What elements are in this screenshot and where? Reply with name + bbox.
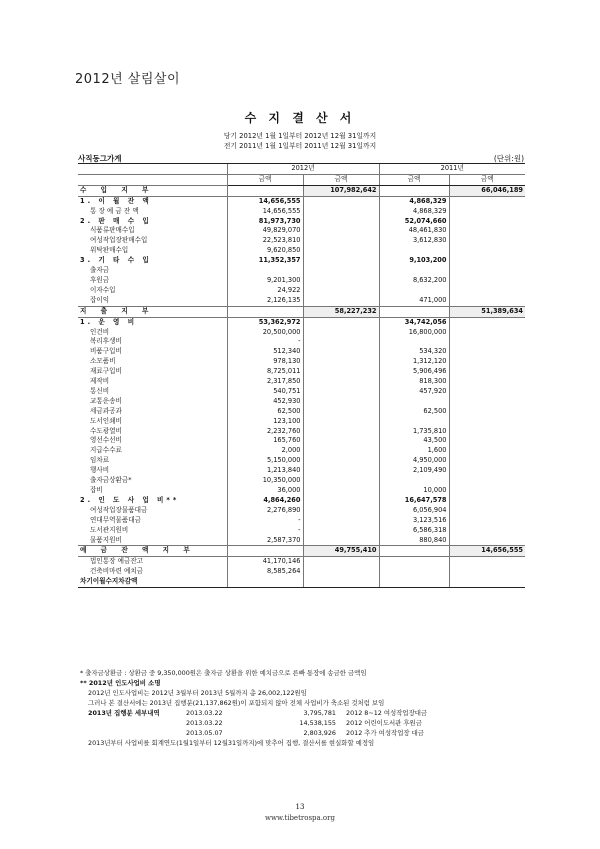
amount-2011-detail: 6,056,904 <box>379 506 449 516</box>
amount-2011-total <box>449 266 525 276</box>
table-row <box>78 577 525 587</box>
amount-2012-total <box>303 427 379 437</box>
amount-2011-total <box>449 256 525 266</box>
amount-2011-detail: 1,735,810 <box>379 427 449 437</box>
amount-2012-detail: 2,232,760 <box>227 427 303 437</box>
statement-title: 수 지 결 산 서 <box>244 111 356 125</box>
amount-2011-total <box>449 217 525 227</box>
note-india-project-explanation: 그러나 본 결산서에는 2013년 집행분(21,137,862원)이 포함되지 않아 전체 사업비가 축소된 것처럼 보임 <box>88 699 385 707</box>
row-label: 지 출 지 부 <box>78 306 227 317</box>
note-capital-repayment: * 출자금상환금 : 상환금 중 9,350,000원은 출자금 상환을 위한 예치금으로 른빠 통장에 송금한 금액임 <box>80 669 367 677</box>
row-label: 3. 기 타 수 입 <box>80 256 152 265</box>
table-row <box>78 486 525 496</box>
note-india-project-title: ** 2012년 인도사업비 소명 <box>80 679 161 687</box>
amount-2012-total <box>303 296 379 306</box>
table-row <box>78 476 525 486</box>
amount-2012-detail: 2,276,890 <box>227 506 303 516</box>
table-row <box>78 557 525 567</box>
amount-2011-detail: 471,000 <box>379 296 449 306</box>
table-row <box>78 306 525 317</box>
table-row <box>78 526 525 536</box>
amount-2012-total <box>303 377 379 387</box>
amount-2011-detail <box>379 476 449 486</box>
amount-2012-detail: 4,864,260 <box>227 496 303 506</box>
amount-2011-detail: 48,461,830 <box>379 226 449 236</box>
row-label: 수 입 지 부 <box>78 185 227 196</box>
row-label: 예 금 잔 액 지 부 <box>78 546 227 557</box>
amount-2012-total: 49,755,410 <box>303 546 379 557</box>
amount-2011-detail: 457,920 <box>379 387 449 397</box>
amount-2012-total <box>303 557 379 567</box>
amount-2011-total <box>449 357 525 367</box>
amount-2012-detail: 22,523,810 <box>227 236 303 246</box>
row-label: 비품구입비 <box>90 347 122 356</box>
amount-2012-detail: 5,150,000 <box>227 456 303 466</box>
amount-2012-total <box>303 496 379 506</box>
amount-2012-detail: 2,317,850 <box>227 377 303 387</box>
row-label: 물품지원비 <box>90 535 122 544</box>
amount-2011-total <box>449 276 525 286</box>
amount-2012-detail: 540,751 <box>227 387 303 397</box>
amount-2012-detail: 8,585,264 <box>227 567 303 577</box>
execution-label: 2013년 집행분 세부내역 <box>88 709 160 717</box>
amount-2012-detail: 36,000 <box>227 486 303 496</box>
amount-2012-detail: 1,213,840 <box>227 466 303 476</box>
amount-2012-detail: 2,126,135 <box>227 296 303 306</box>
execution-amount: 14,538,155 <box>299 719 336 727</box>
amount-2011-total <box>449 347 525 357</box>
row-label: 여성작업장판매수입 <box>90 236 148 245</box>
row-label: 차기이월수지차감액 <box>78 577 227 587</box>
table-row <box>78 226 525 236</box>
amount-2012-detail: 2,587,370 <box>227 536 303 546</box>
table-row <box>78 217 525 227</box>
amount-2011-detail <box>379 567 449 577</box>
table-row <box>78 185 525 196</box>
amount-2012-total <box>303 266 379 276</box>
row-label: 임차료 <box>90 456 110 465</box>
amount-2012-detail: 978,130 <box>227 357 303 367</box>
row-label: 이자수입 <box>90 285 116 294</box>
amount-2012-total <box>303 347 379 357</box>
amount-2011-detail: 9,103,200 <box>379 256 449 266</box>
amount-2012-total <box>303 207 379 217</box>
amount-2011-total <box>449 296 525 306</box>
table-row <box>78 286 525 296</box>
table-row <box>78 337 525 347</box>
amount-2011-total <box>449 246 525 256</box>
amount-2011-detail <box>379 417 449 427</box>
year-header-row <box>78 164 525 175</box>
amount-2011-detail <box>379 577 449 587</box>
amount-2012-total <box>303 196 379 206</box>
table-row <box>78 546 525 557</box>
execution-date: 2013.03.22 <box>186 709 223 717</box>
amount-2012-total <box>303 476 379 486</box>
income-expense-table <box>78 163 525 588</box>
table-row <box>78 516 525 526</box>
execution-description: 2012 추가 여성작업장 대금 <box>346 729 424 737</box>
amount-2011-detail <box>379 185 449 196</box>
column-header: 금액 <box>449 174 525 185</box>
amount-2011-detail: 34,742,056 <box>379 317 449 327</box>
amount-2011-detail: 3,123,516 <box>379 516 449 526</box>
amount-2012-total <box>303 387 379 397</box>
amount-2011-detail: 2,109,490 <box>379 466 449 476</box>
amount-2011-detail: 880,840 <box>379 536 449 546</box>
table-row <box>78 347 525 357</box>
amount-2012-detail <box>227 577 303 587</box>
amount-2011-detail: 534,320 <box>379 347 449 357</box>
amount-2011-total <box>449 387 525 397</box>
table-row <box>78 407 525 417</box>
amount-2012-detail: 53,362,972 <box>227 317 303 327</box>
table-row <box>78 296 525 306</box>
amount-2012-detail: 62,500 <box>227 407 303 417</box>
amount-2011-detail: 4,950,000 <box>379 456 449 466</box>
amount-2011-detail: 4,868,329 <box>379 196 449 206</box>
amount-2012-total <box>303 286 379 296</box>
table-row <box>78 207 525 217</box>
amount-2012-detail: - <box>227 526 303 536</box>
amount-2012-total <box>303 446 379 456</box>
corner-cell <box>78 164 227 175</box>
amount-2011-total <box>449 226 525 236</box>
amount-2012-total <box>303 486 379 496</box>
amount-2012-detail: - <box>227 516 303 526</box>
amount-2012-detail: 49,829,070 <box>227 226 303 236</box>
row-label: 여성작업장물품대금 <box>90 505 148 514</box>
amount-2012-total <box>303 276 379 286</box>
amount-2011-total <box>449 557 525 567</box>
amount-2011-detail <box>379 546 449 557</box>
table-row <box>78 536 525 546</box>
amount-2011-detail: 818,300 <box>379 377 449 387</box>
amount-2011-total <box>449 496 525 506</box>
amount-2011-total: 66,046,189 <box>449 185 525 196</box>
amount-2012-total <box>303 367 379 377</box>
table-row <box>78 417 525 427</box>
table-row <box>78 276 525 286</box>
amount-2011-total <box>449 286 525 296</box>
amount-2011-total <box>449 476 525 486</box>
amount-2012-detail <box>227 306 303 317</box>
amount-2012-total <box>303 456 379 466</box>
table-row <box>78 266 525 276</box>
row-label: 후원금 <box>90 275 110 284</box>
amount-2012-detail: 9,620,850 <box>227 246 303 256</box>
amount-2012-detail: 20,500,000 <box>227 328 303 338</box>
row-label: 인건비 <box>90 327 110 336</box>
amount-2012-detail: 41,170,146 <box>227 557 303 567</box>
amount-2012-detail: 123,100 <box>227 417 303 427</box>
amount-2012-total <box>303 567 379 577</box>
amount-2012-detail: - <box>227 337 303 347</box>
amount-2011-total: 51,389,634 <box>449 306 525 317</box>
note-india-project-total: 2012년 인도사업비는 2012년 3월부터 2013년 5월까지 총 26,002,122원임 <box>88 689 307 697</box>
year-header-2012: 2012년 <box>227 164 379 175</box>
column-header: 금액 <box>227 174 303 185</box>
amount-header-row <box>78 174 525 185</box>
amount-2011-total <box>449 577 525 587</box>
amount-2012-total <box>303 246 379 256</box>
table-row <box>78 387 525 397</box>
amount-2011-total <box>449 446 525 456</box>
table-row <box>78 357 525 367</box>
row-label: 행사비 <box>90 466 110 475</box>
amount-2011-total <box>449 506 525 516</box>
amount-2012-detail: 2,000 <box>227 446 303 456</box>
execution-amount: 2,803,926 <box>303 729 336 737</box>
row-label: 영선수선비 <box>90 436 122 445</box>
amount-2012-total <box>303 506 379 516</box>
amount-2012-total <box>303 466 379 476</box>
row-label: 잡비 <box>90 486 103 494</box>
amount-2011-detail <box>379 266 449 276</box>
amount-2012-detail <box>227 266 303 276</box>
table-row <box>78 256 525 266</box>
amount-2011-detail <box>379 557 449 567</box>
amount-2011-total <box>449 427 525 437</box>
amount-2012-total <box>303 217 379 227</box>
table-row <box>78 196 525 206</box>
amount-2011-detail: 10,000 <box>379 486 449 496</box>
table-row <box>78 367 525 377</box>
amount-2011-detail: 16,647,578 <box>379 496 449 506</box>
amount-2012-detail: 14,656,555 <box>227 196 303 206</box>
amount-2012-total: 58,227,232 <box>303 306 379 317</box>
amount-2011-total <box>449 486 525 496</box>
amount-2012-detail: 9,201,300 <box>227 276 303 286</box>
execution-description: 2012 어린이도서관 후원금 <box>346 719 422 727</box>
amount-2012-detail: 11,352,357 <box>227 256 303 266</box>
column-header: 금액 <box>303 174 379 185</box>
amount-2012-total <box>303 536 379 546</box>
amount-2011-detail <box>379 286 449 296</box>
amount-2012-detail: 24,922 <box>227 286 303 296</box>
amount-2011-detail: 52,074,660 <box>379 217 449 227</box>
footnotes <box>80 668 530 748</box>
execution-amount: 3,795,781 <box>303 709 336 717</box>
amount-2011-total <box>449 407 525 417</box>
amount-2011-detail: 16,800,000 <box>379 328 449 338</box>
table-row <box>78 236 525 246</box>
amount-2011-detail: 43,500 <box>379 436 449 446</box>
footer-url: www.tibetrospa.org <box>265 814 335 822</box>
amount-2011-total <box>449 456 525 466</box>
row-label: 도서인쇄비 <box>90 416 122 425</box>
amount-2011-total <box>449 436 525 446</box>
amount-2011-total <box>449 236 525 246</box>
amount-2011-detail <box>379 397 449 407</box>
amount-2012-detail: 512,340 <box>227 347 303 357</box>
amount-2011-total <box>449 207 525 217</box>
execution-row <box>80 728 530 738</box>
amount-2012-detail <box>227 185 303 196</box>
row-label: 2. 인 도 사 업 비** <box>80 495 180 504</box>
row-label: 식품류판매수입 <box>90 226 135 235</box>
amount-2012-total <box>303 407 379 417</box>
amount-2011-total <box>449 466 525 476</box>
amount-2011-total <box>449 337 525 347</box>
table-row <box>78 506 525 516</box>
amount-2011-total <box>449 526 525 536</box>
amount-2012-total <box>303 226 379 236</box>
amount-2012-total <box>303 577 379 587</box>
amount-2011-total <box>449 367 525 377</box>
amount-2011-total <box>449 417 525 427</box>
row-label: 제작비 <box>90 377 110 386</box>
amount-2012-total <box>303 397 379 407</box>
execution-date: 2013.05.07 <box>186 729 223 737</box>
amount-2011-total <box>449 317 525 327</box>
table-row <box>78 397 525 407</box>
amount-2011-detail: 5,906,496 <box>379 367 449 377</box>
amount-2011-total <box>449 536 525 546</box>
execution-row <box>80 708 530 718</box>
amount-2012-total <box>303 317 379 327</box>
row-label: 건축비마련 예치금 <box>90 567 144 576</box>
amount-2012-total <box>303 236 379 246</box>
amount-2011-detail <box>379 246 449 256</box>
amount-2011-total <box>449 397 525 407</box>
amount-2011-detail: 8,632,200 <box>379 276 449 286</box>
amount-2011-detail: 3,612,830 <box>379 236 449 246</box>
amount-2011-total <box>449 196 525 206</box>
previous-period: 전기 2011년 1월 1일부터 2011년 12월 31일까지 <box>223 142 377 150</box>
amount-2011-detail: 62,500 <box>379 407 449 417</box>
column-header: 금액 <box>379 174 449 185</box>
amount-2012-total <box>303 516 379 526</box>
amount-2012-total <box>303 526 379 536</box>
table-row <box>78 496 525 506</box>
table-row <box>78 466 525 476</box>
amount-2012-detail: 8,725,011 <box>227 367 303 377</box>
row-label: 잡이익 <box>90 295 110 304</box>
row-label: 소모품비 <box>90 357 116 366</box>
row-label: 1. 운 영 비 <box>80 317 138 326</box>
unit-label: (단위:원) <box>493 154 524 163</box>
execution-description: 2012 8~12 여성작업장대금 <box>346 709 428 717</box>
table-row <box>78 246 525 256</box>
row-label: 출자금상환금* <box>90 476 132 485</box>
amount-2012-total <box>303 436 379 446</box>
table-row <box>78 328 525 338</box>
table-row <box>78 456 525 466</box>
row-label: 도서관지원비 <box>90 525 129 534</box>
amount-2012-total <box>303 357 379 367</box>
amount-2011-detail: 1,312,120 <box>379 357 449 367</box>
execution-row <box>80 718 530 728</box>
amount-2012-total <box>303 337 379 347</box>
table-row <box>78 317 525 327</box>
row-label: 세금과공과 <box>90 406 122 415</box>
amount-2011-total: 14,656,555 <box>449 546 525 557</box>
amount-2011-total <box>449 328 525 338</box>
table-row <box>78 567 525 577</box>
row-label: 통 장 예 금 잔 액 <box>90 206 139 215</box>
amount-2012-total: 107,982,642 <box>303 185 379 196</box>
row-label: 통신비 <box>90 386 110 395</box>
execution-date: 2013.03.22 <box>186 719 223 727</box>
amount-2012-detail: 14,656,555 <box>227 207 303 217</box>
table-row <box>78 436 525 446</box>
row-label: 교통운송비 <box>90 396 122 405</box>
row-label: 출자금 <box>90 266 110 275</box>
amount-2011-detail: 4,868,329 <box>379 207 449 217</box>
amount-2011-detail <box>379 306 449 317</box>
amount-2012-detail: 10,350,000 <box>227 476 303 486</box>
amount-2012-total <box>303 417 379 427</box>
row-label: 법인통장 예금잔고 <box>90 557 144 566</box>
note-fiscal-plan: 2013년부터 사업비를 회계연도(1월1일부터 12월31일까지)에 맞추어 집행, 결산서를 현실화할 예정임 <box>88 739 375 747</box>
current-period: 당기 2012년 1월 1일부터 2012년 12월 31일까지 <box>223 132 377 140</box>
organization-name: 사직동그가게 <box>78 154 122 163</box>
row-label: 재료구입비 <box>90 367 122 376</box>
amount-2012-detail: 165,760 <box>227 436 303 446</box>
ledger-body <box>78 185 525 587</box>
page-number: 13 <box>295 803 305 811</box>
corner-cell <box>78 174 227 185</box>
row-label: 연대무역물품대금 <box>90 515 141 524</box>
amount-2012-total <box>303 328 379 338</box>
amount-2012-detail: 452,930 <box>227 397 303 407</box>
amount-2011-detail <box>379 337 449 347</box>
amount-2011-total <box>449 516 525 526</box>
table-row <box>78 377 525 387</box>
row-label: 복리후생비 <box>90 337 122 346</box>
amount-2012-detail: 81,973,730 <box>227 217 303 227</box>
amount-2011-total <box>449 377 525 387</box>
table-row <box>78 446 525 456</box>
document-heading: 2012년 살림살이 <box>75 72 181 87</box>
amount-2011-detail: 1,600 <box>379 446 449 456</box>
row-label: 2. 판 매 수 입 <box>80 216 152 225</box>
row-label: 수도광열비 <box>90 426 122 435</box>
year-header-2011: 2011년 <box>379 164 525 175</box>
amount-2012-detail <box>227 546 303 557</box>
row-label: 위탁판매수입 <box>90 246 129 255</box>
amount-2011-detail: 6,586,318 <box>379 526 449 536</box>
amount-2012-total <box>303 256 379 266</box>
amount-2011-total <box>449 567 525 577</box>
table-row <box>78 427 525 437</box>
row-label: 지급수수료 <box>90 446 122 455</box>
row-label: 1. 이 월 잔 액 <box>80 196 152 205</box>
